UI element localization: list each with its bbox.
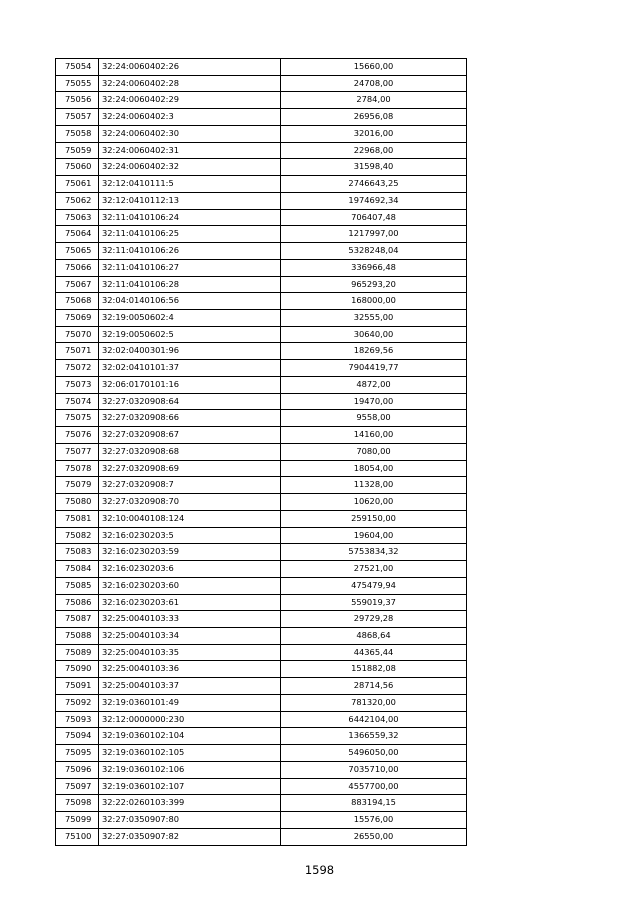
cadastral-number-cell: 32:19:0050602:5	[99, 326, 281, 343]
cadastral-value-cell: 5328248,04	[281, 243, 467, 260]
table-row	[56, 544, 467, 561]
table-row	[56, 410, 467, 427]
table-row	[56, 393, 467, 410]
row-number-cell: 75092	[56, 694, 99, 711]
cadastral-value-cell: 2784,00	[281, 92, 467, 109]
table-row	[56, 343, 467, 360]
table-row	[56, 427, 467, 444]
cadastral-number-cell: 32:25:0040103:37	[99, 678, 281, 695]
row-number-cell: 75074	[56, 393, 99, 410]
row-number-cell: 75066	[56, 259, 99, 276]
cadastral-value-cell: 27521,00	[281, 561, 467, 578]
cadastral-number-cell: 32:25:0040103:36	[99, 661, 281, 678]
cadastral-value-cell: 28714,56	[281, 678, 467, 695]
cadastral-number-cell: 32:19:0360101:49	[99, 694, 281, 711]
cadastral-number-cell: 32:27:0320908:66	[99, 410, 281, 427]
cadastral-number-cell: 32:24:0060402:30	[99, 125, 281, 142]
cadastral-number-cell: 32:02:0400301:96	[99, 343, 281, 360]
row-number-cell: 75076	[56, 427, 99, 444]
cadastral-value-cell: 5496050,00	[281, 745, 467, 762]
table-row	[56, 477, 467, 494]
table-row	[56, 360, 467, 377]
cadastral-value-cell: 32016,00	[281, 125, 467, 142]
row-number-cell: 75059	[56, 142, 99, 159]
cadastral-value-cell: 18269,56	[281, 343, 467, 360]
table-row	[56, 494, 467, 511]
cadastral-number-cell: 32:06:0170101:16	[99, 376, 281, 393]
table-row	[56, 761, 467, 778]
table-row	[56, 728, 467, 745]
cadastral-value-cell: 7080,00	[281, 443, 467, 460]
cadastral-value-cell: 24708,00	[281, 75, 467, 92]
row-number-cell: 75099	[56, 812, 99, 829]
row-number-cell: 75100	[56, 828, 99, 845]
cadastral-number-cell: 32:25:0040103:34	[99, 627, 281, 644]
cadastral-number-cell: 32:11:0410106:25	[99, 226, 281, 243]
cadastral-value-cell: 7904419,77	[281, 360, 467, 377]
table-row	[56, 376, 467, 393]
cadastral-value-cell: 151882,08	[281, 661, 467, 678]
cadastral-number-cell: 32:24:0060402:29	[99, 92, 281, 109]
cadastral-number-cell: 32:24:0060402:28	[99, 75, 281, 92]
cadastral-number-cell: 32:27:0320908:64	[99, 393, 281, 410]
cadastral-number-cell: 32:11:0410106:26	[99, 243, 281, 260]
row-number-cell: 75079	[56, 477, 99, 494]
row-number-cell: 75070	[56, 326, 99, 343]
cadastral-value-cell: 1974692,34	[281, 192, 467, 209]
table-row	[56, 243, 467, 260]
cadastral-value-cell: 14160,00	[281, 427, 467, 444]
row-number-cell: 75067	[56, 276, 99, 293]
cadastral-number-cell: 32:24:0060402:26	[99, 59, 281, 76]
cadastral-value-cell: 168000,00	[281, 293, 467, 310]
cadastral-value-cell: 9558,00	[281, 410, 467, 427]
cadastral-number-cell: 32:19:0050602:4	[99, 310, 281, 327]
row-number-cell: 75082	[56, 527, 99, 544]
row-number-cell: 75083	[56, 544, 99, 561]
row-number-cell: 75078	[56, 460, 99, 477]
cadastral-number-cell: 32:27:0350907:80	[99, 812, 281, 829]
cadastral-value-cell: 781320,00	[281, 694, 467, 711]
cadastral-number-cell: 32:27:0350907:82	[99, 828, 281, 845]
row-number-cell: 75085	[56, 577, 99, 594]
table-row	[56, 644, 467, 661]
table-row	[56, 176, 467, 193]
cadastral-number-cell: 32:11:0410106:24	[99, 209, 281, 226]
row-number-cell: 75075	[56, 410, 99, 427]
row-number-cell: 75071	[56, 343, 99, 360]
table-row	[56, 159, 467, 176]
cadastral-value-cell: 26550,00	[281, 828, 467, 845]
cadastral-number-cell: 32:02:0410101:37	[99, 360, 281, 377]
row-number-cell: 75055	[56, 75, 99, 92]
table-row	[56, 661, 467, 678]
page-number: 1598	[304, 863, 335, 877]
row-number-cell: 75064	[56, 226, 99, 243]
cadastral-value-cell: 706407,48	[281, 209, 467, 226]
row-number-cell: 75056	[56, 92, 99, 109]
table-body	[56, 59, 467, 846]
row-number-cell: 75094	[56, 728, 99, 745]
cadastral-number-cell: 32:27:0320908:70	[99, 494, 281, 511]
cadastral-value-cell: 44365,44	[281, 644, 467, 661]
row-number-cell: 75089	[56, 644, 99, 661]
row-number-cell: 75086	[56, 594, 99, 611]
cadastral-number-cell: 32:25:0040103:33	[99, 611, 281, 628]
cadastral-number-cell: 32:12:0410111:5	[99, 176, 281, 193]
cadastral-number-cell: 32:19:0360102:105	[99, 745, 281, 762]
table-row	[56, 678, 467, 695]
table-row	[56, 259, 467, 276]
table-row	[56, 59, 467, 76]
cadastral-number-cell: 32:27:0320908:68	[99, 443, 281, 460]
table-row	[56, 293, 467, 310]
cadastral-number-cell: 32:11:0410106:28	[99, 276, 281, 293]
cadastral-number-cell: 32:10:0040108:124	[99, 510, 281, 527]
row-number-cell: 75068	[56, 293, 99, 310]
row-number-cell: 75072	[56, 360, 99, 377]
row-number-cell: 75058	[56, 125, 99, 142]
cadastral-value-cell: 30640,00	[281, 326, 467, 343]
table-row	[56, 745, 467, 762]
row-number-cell: 75084	[56, 561, 99, 578]
cadastral-value-cell: 4557700,00	[281, 778, 467, 795]
cadastral-number-cell: 32:16:0230203:5	[99, 527, 281, 544]
row-number-cell: 75087	[56, 611, 99, 628]
table-row	[56, 795, 467, 812]
row-number-cell: 75060	[56, 159, 99, 176]
table-row	[56, 276, 467, 293]
cadastral-value-cell: 6442104,00	[281, 711, 467, 728]
cadastral-number-cell: 32:24:0060402:3	[99, 109, 281, 126]
cadastral-value-cell: 336966,48	[281, 259, 467, 276]
row-number-cell: 75062	[56, 192, 99, 209]
cadastral-number-cell: 32:12:0000000:230	[99, 711, 281, 728]
table-row	[56, 627, 467, 644]
cadastral-number-cell: 32:25:0040103:35	[99, 644, 281, 661]
cadastral-number-cell: 32:12:0410112:13	[99, 192, 281, 209]
cadastral-number-cell: 32:11:0410106:27	[99, 259, 281, 276]
row-number-cell: 75065	[56, 243, 99, 260]
cadastral-value-cell: 18054,00	[281, 460, 467, 477]
table-row	[56, 711, 467, 728]
row-number-cell: 75088	[56, 627, 99, 644]
cadastral-number-cell: 32:27:0320908:67	[99, 427, 281, 444]
cadastral-value-cell: 19604,00	[281, 527, 467, 544]
cadastral-value-cell: 22968,00	[281, 142, 467, 159]
row-number-cell: 75057	[56, 109, 99, 126]
row-number-cell: 75091	[56, 678, 99, 695]
cadastral-number-cell: 32:16:0230203:61	[99, 594, 281, 611]
table-row	[56, 443, 467, 460]
cadastral-value-cell: 259150,00	[281, 510, 467, 527]
row-number-cell: 75097	[56, 778, 99, 795]
cadastral-number-cell: 32:16:0230203:59	[99, 544, 281, 561]
cadastral-number-cell: 32:19:0360102:107	[99, 778, 281, 795]
row-number-cell: 75098	[56, 795, 99, 812]
row-number-cell: 75054	[56, 59, 99, 76]
row-number-cell: 75077	[56, 443, 99, 460]
cadastral-value-cell: 475479,94	[281, 577, 467, 594]
cadastral-value-cell: 1366559,32	[281, 728, 467, 745]
table-row	[56, 611, 467, 628]
cadastral-value-cell: 883194,15	[281, 795, 467, 812]
table-row	[56, 510, 467, 527]
cadastral-value-cell: 1217997,00	[281, 226, 467, 243]
table-row	[56, 828, 467, 845]
table-row	[56, 812, 467, 829]
table-row	[56, 460, 467, 477]
cadastral-value-cell: 19470,00	[281, 393, 467, 410]
table-row	[56, 92, 467, 109]
cadastral-value-cell: 4872,00	[281, 376, 467, 393]
cadastral-number-cell: 32:19:0360102:104	[99, 728, 281, 745]
table-row	[56, 310, 467, 327]
cadastral-value-cell: 559019,37	[281, 594, 467, 611]
cadastral-value-cell: 32555,00	[281, 310, 467, 327]
table-row	[56, 694, 467, 711]
cadastral-value-table	[55, 58, 467, 846]
cadastral-value-cell: 15660,00	[281, 59, 467, 76]
row-number-cell: 75061	[56, 176, 99, 193]
cadastral-number-cell: 32:24:0060402:32	[99, 159, 281, 176]
cadastral-value-cell: 15576,00	[281, 812, 467, 829]
table-row	[56, 142, 467, 159]
cadastral-number-cell: 32:04:0140106:56	[99, 293, 281, 310]
cadastral-number-cell: 32:27:0320908:7	[99, 477, 281, 494]
cadastral-value-cell: 26956,08	[281, 109, 467, 126]
table-row	[56, 778, 467, 795]
table-row	[56, 125, 467, 142]
table-row	[56, 594, 467, 611]
table-row	[56, 326, 467, 343]
cadastral-value-cell: 11328,00	[281, 477, 467, 494]
row-number-cell: 75063	[56, 209, 99, 226]
row-number-cell: 75080	[56, 494, 99, 511]
table-row	[56, 527, 467, 544]
table-row	[56, 226, 467, 243]
row-number-cell: 75090	[56, 661, 99, 678]
cadastral-value-cell: 2746643,25	[281, 176, 467, 193]
cadastral-number-cell: 32:24:0060402:31	[99, 142, 281, 159]
cadastral-number-cell: 32:16:0230203:6	[99, 561, 281, 578]
table-row	[56, 192, 467, 209]
cadastral-value-cell: 965293,20	[281, 276, 467, 293]
table-row	[56, 209, 467, 226]
row-number-cell: 75096	[56, 761, 99, 778]
row-number-cell: 75093	[56, 711, 99, 728]
cadastral-value-cell: 4868,64	[281, 627, 467, 644]
cadastral-number-cell: 32:27:0320908:69	[99, 460, 281, 477]
cadastral-number-cell: 32:16:0230203:60	[99, 577, 281, 594]
row-number-cell: 75073	[56, 376, 99, 393]
table-row	[56, 577, 467, 594]
row-number-cell: 75081	[56, 510, 99, 527]
cadastral-value-cell: 10620,00	[281, 494, 467, 511]
table-row	[56, 561, 467, 578]
table-row	[56, 75, 467, 92]
table-row	[56, 109, 467, 126]
cadastral-value-cell: 31598,40	[281, 159, 467, 176]
row-number-cell: 75069	[56, 310, 99, 327]
cadastral-number-cell: 32:19:0360102:106	[99, 761, 281, 778]
cadastral-value-cell: 29729,28	[281, 611, 467, 628]
cadastral-number-cell: 32:22:0260103:399	[99, 795, 281, 812]
cadastral-value-cell: 5753834,32	[281, 544, 467, 561]
cadastral-value-cell: 7035710,00	[281, 761, 467, 778]
row-number-cell: 75095	[56, 745, 99, 762]
